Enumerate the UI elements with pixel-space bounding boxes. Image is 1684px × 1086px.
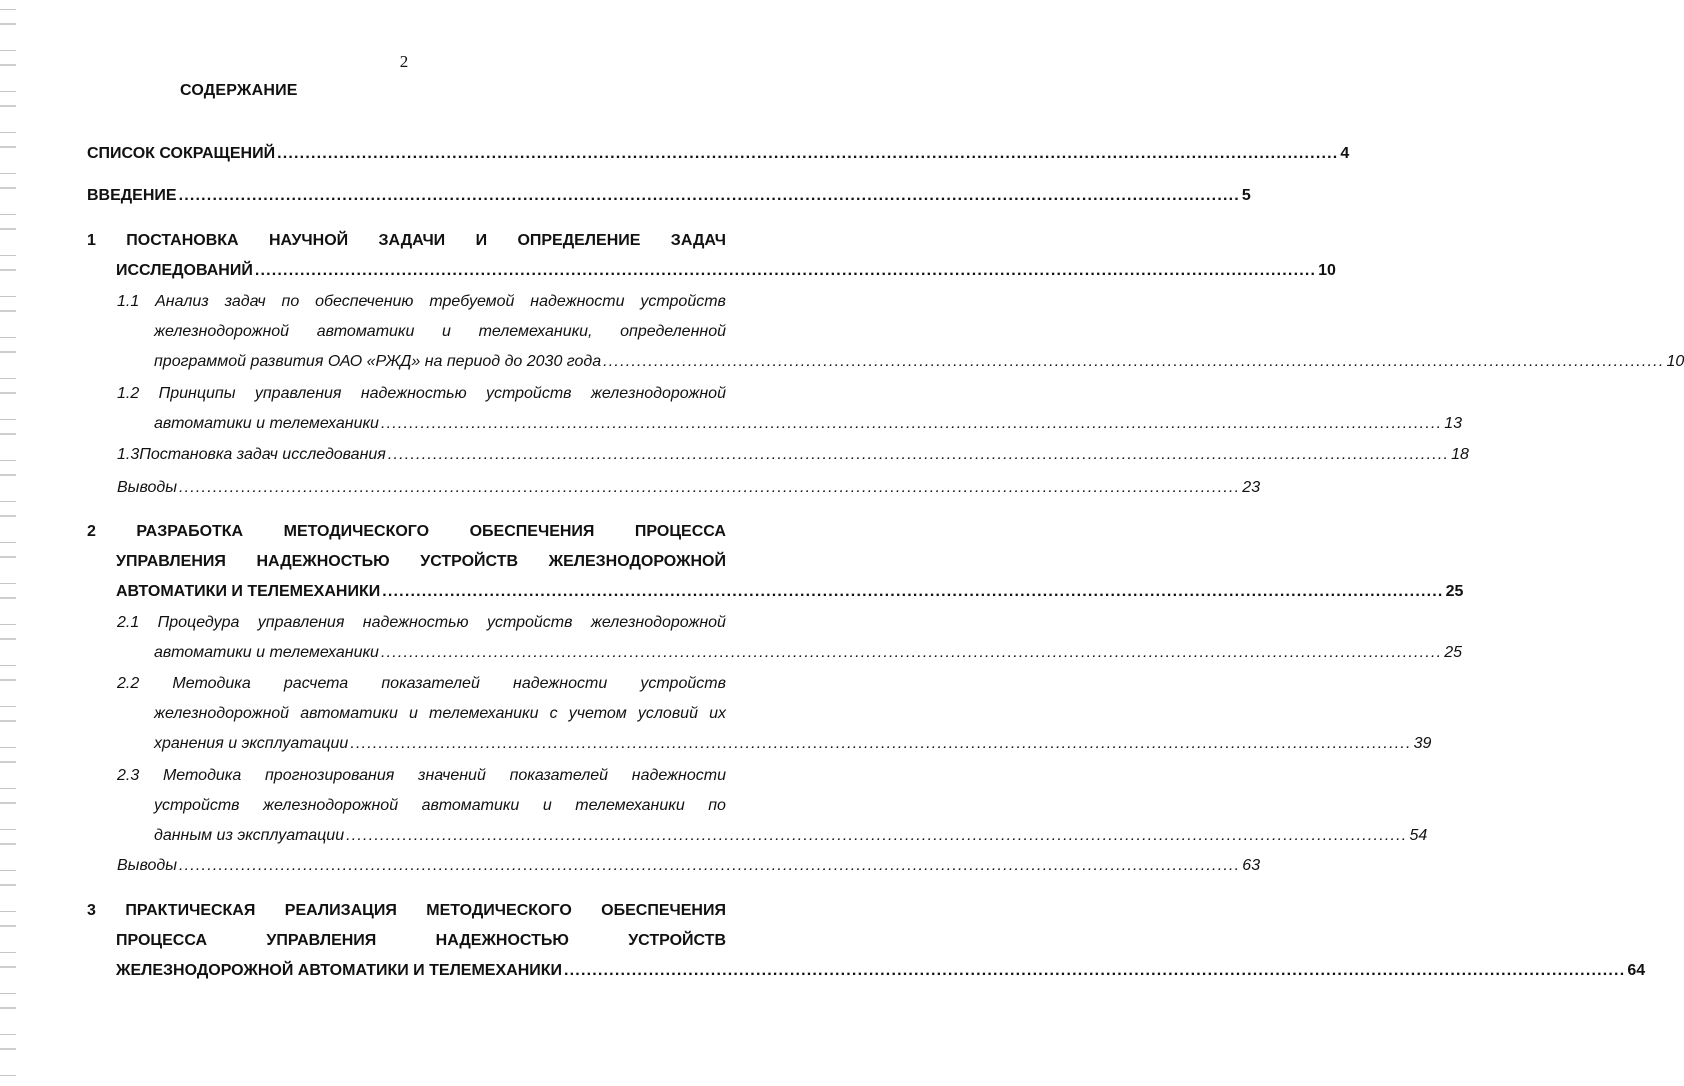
word: железнодорожной: [590, 385, 726, 402]
word: устройств: [486, 614, 573, 631]
entry-number: 2.3: [117, 767, 140, 784]
word: по: [708, 797, 726, 814]
word: с: [549, 705, 558, 722]
entry-line-last: [117, 821, 1428, 851]
entry-title: хранения и эксплуатации: [154, 735, 349, 752]
entry-title: АВТОМАТИКИ И ТЕЛЕМЕХАНИКИ: [116, 583, 381, 600]
word: определенной: [620, 323, 726, 340]
entry-number: 2.1: [117, 614, 140, 631]
entry-line-1: [117, 761, 726, 791]
word: ПРАКТИЧЕСКАЯ: [125, 902, 256, 919]
word: ОПРЕДЕЛЕНИЕ: [517, 232, 641, 249]
word: расчета: [283, 675, 349, 692]
word: РЕАЛИЗАЦИЯ: [284, 902, 397, 919]
entry-line-last: [87, 577, 1464, 607]
entry-line-last: [117, 729, 1432, 759]
entry-page: 63: [1242, 857, 1261, 874]
toc-title: СОДЕРЖАНИЕ: [180, 82, 298, 99]
entry-number: 2: [87, 523, 96, 540]
word: Методика: [162, 767, 242, 784]
dot-leader: ............................................................................................................................................................................................: [564, 962, 1626, 979]
entry-line-last: [87, 956, 1646, 986]
entry-line-last: [87, 256, 1336, 286]
word: Методика: [172, 675, 251, 692]
entry-line-1: [117, 669, 726, 699]
dot-leader: ............................................................................................................................................................................................: [277, 145, 1339, 162]
word: И: [475, 232, 488, 249]
word: устройств: [154, 797, 240, 814]
word: управления: [257, 614, 345, 631]
toc-entry-chapter-1: [87, 226, 1336, 286]
toc-entry-introduction: [87, 181, 1251, 211]
word: условий: [637, 705, 698, 722]
toc-entry-conclusions-2: [117, 851, 1261, 881]
word: обеспечению: [315, 293, 414, 310]
word: надежности: [530, 293, 625, 310]
word: телемеханики,: [478, 323, 593, 340]
word: НАДЕЖНОСТЬЮ: [256, 553, 390, 570]
entry-page: 18: [1451, 446, 1469, 463]
entry-line-1: [87, 517, 726, 547]
entry-line-2: [87, 547, 726, 577]
entry-page: 64: [1627, 962, 1646, 979]
dot-leader: ............................................................................................................................................................................................: [178, 187, 1240, 204]
entry-number: 1.1: [117, 293, 140, 310]
entry-number: 1.2: [117, 385, 140, 402]
entry-line-last: [117, 347, 1684, 377]
word: МЕТОДИЧЕСКОГО: [426, 902, 572, 919]
word: УСТРОЙСТВ: [420, 553, 519, 570]
entry-title: СПИСОК СОКРАЩЕНИЙ: [87, 145, 276, 162]
toc-entry-2-2: [117, 669, 1432, 759]
word: устройств: [640, 293, 726, 310]
word: управления: [254, 385, 342, 402]
word: телемеханики: [575, 797, 685, 814]
word: ЖЕЛЕЗНОДОРОЖНОЙ: [548, 553, 726, 570]
word: надежностью: [362, 614, 469, 631]
entry-line-2: [117, 791, 726, 821]
word: и: [542, 797, 552, 814]
word: значений: [418, 767, 486, 784]
entry-title: программой развития ОАО «РЖД» на период до 2030 года: [154, 353, 602, 370]
entry-title: Выводы: [117, 857, 177, 874]
entry-line-last: [117, 638, 1463, 668]
word: и: [408, 705, 418, 722]
entry-line-2: [117, 317, 726, 347]
entry-title: ЖЕЛЕЗНОДОРОЖНОЙ АВТОМАТИКИ И ТЕЛЕМЕХАНИКИ: [116, 962, 563, 979]
word: требуемой: [429, 293, 515, 310]
word: ПРОЦЕССА: [634, 523, 726, 540]
dot-leader: ............................................................................................................................................................................................: [178, 857, 1241, 874]
word: ЗАДАЧ: [670, 232, 726, 249]
entry-page: 5: [1241, 187, 1251, 204]
word: телемеханики: [429, 705, 539, 722]
entry-line-1: [117, 473, 1261, 503]
word: ПОСТАНОВКА: [126, 232, 239, 249]
word: автоматики: [300, 705, 398, 722]
entry-title: данным из эксплуатации: [154, 827, 345, 844]
entry-page: 10: [1318, 262, 1336, 279]
word: устройств: [640, 675, 726, 692]
entry-page: 25: [1445, 583, 1464, 600]
word: УПРАВЛЕНИЯ: [116, 553, 226, 570]
dot-leader: ............................................................................................................................................................................................: [350, 735, 1412, 752]
word: автоматики: [316, 323, 415, 340]
word: железнодорожной: [154, 323, 290, 340]
entry-line-1: [117, 287, 726, 317]
entry-line-1: [87, 226, 726, 256]
word: задач: [224, 293, 266, 310]
dot-leader: ............................................................................................................................................................................................: [254, 262, 1317, 279]
word: и: [442, 323, 451, 340]
entry-line-1: [117, 608, 726, 638]
word: их: [709, 705, 726, 722]
toc-entry-1-2: [117, 379, 1463, 439]
entry-number: 1: [87, 232, 96, 249]
entry-title: автоматики и телемеханики: [154, 644, 379, 661]
toc-entry-1-3: [117, 440, 1469, 470]
word: НАУЧНОЙ: [268, 232, 349, 249]
word: надежности: [631, 767, 726, 784]
word: показателей: [381, 675, 480, 692]
entry-page: 4: [1340, 145, 1350, 162]
toc-entry-chapter-2: [87, 517, 1464, 607]
word: прогнозирования: [264, 767, 395, 784]
entry-number: 3: [87, 902, 96, 919]
entry-line-1: [117, 851, 1261, 881]
toc-entry-abbreviations: [87, 139, 1350, 169]
word: ПРОЦЕССА: [116, 932, 208, 949]
toc-entry-2-1: [117, 608, 1463, 668]
entry-title: ВВЕДЕНИЕ: [87, 187, 177, 204]
dot-leader: ............................................................................................................................................................................................: [387, 446, 1450, 463]
word: устройств: [485, 385, 572, 402]
entry-page: 23: [1242, 479, 1261, 496]
word: показателей: [509, 767, 609, 784]
entry-number: 1.3: [117, 446, 140, 463]
dot-leader: ............................................................................................................................................................................................: [603, 353, 1665, 370]
scan-edge-artifact: [0, 0, 16, 1086]
entry-page: 39: [1413, 735, 1432, 752]
word: железнодорожной: [590, 614, 726, 631]
word: автоматики: [421, 797, 520, 814]
entry-line-1: [117, 379, 726, 409]
entry-page: 54: [1409, 827, 1428, 844]
toc-entry-1-1: [117, 287, 1684, 377]
page-number: 2: [399, 52, 409, 71]
word: железнодорожной: [263, 797, 399, 814]
entry-title: ИССЛЕДОВАНИЙ: [116, 262, 253, 279]
word: МЕТОДИЧЕСКОГО: [283, 523, 430, 540]
word: ОБЕСПЕЧЕНИЯ: [469, 523, 595, 540]
word: УПРАВЛЕНИЯ: [266, 932, 377, 949]
dot-leader: ............................................................................................................................................................................................: [380, 415, 1443, 432]
entry-line-1: [117, 440, 1469, 470]
dot-leader: ............................................................................................................................................................................................: [346, 827, 1408, 844]
word: железнодорожной: [154, 705, 290, 722]
entry-page: 10: [1666, 353, 1684, 370]
word: Анализ: [155, 293, 209, 310]
entry-title: Постановка задач исследования: [139, 446, 386, 463]
entry-line-2: [117, 699, 726, 729]
word: надежности: [513, 675, 608, 692]
entry-page: 13: [1444, 415, 1463, 432]
dot-leader: ............................................................................................................................................................................................: [178, 479, 1241, 496]
entry-line-1: [87, 896, 726, 926]
entry-line-2: [87, 926, 726, 956]
word: надежностью: [360, 385, 467, 402]
word: НАДЕЖНОСТЬЮ: [435, 932, 569, 949]
word: РАЗРАБОТКА: [136, 523, 244, 540]
word: ОБЕСПЕЧЕНИЯ: [601, 902, 726, 919]
dot-leader: ............................................................................................................................................................................................: [380, 644, 1443, 661]
entry-page: 25: [1444, 644, 1463, 661]
toc-entry-chapter-3: [87, 896, 1646, 986]
entry-title: Выводы: [117, 479, 177, 496]
word: Процедура: [157, 614, 240, 631]
entry-number: 2.2: [117, 675, 140, 692]
toc-entry-conclusions-1: [117, 473, 1261, 503]
word: учетом: [568, 705, 627, 722]
word: ЗАДАЧИ: [378, 232, 446, 249]
word: УСТРОЙСТВ: [628, 932, 726, 949]
word: по: [281, 293, 300, 310]
dot-leader: ............................................................................................................................................................................................: [382, 583, 1444, 600]
toc-entry-2-3: [117, 761, 1428, 851]
word: Принципы: [158, 385, 236, 402]
entry-line-last: [117, 409, 1463, 439]
entry-title: автоматики и телемеханики: [154, 415, 379, 432]
